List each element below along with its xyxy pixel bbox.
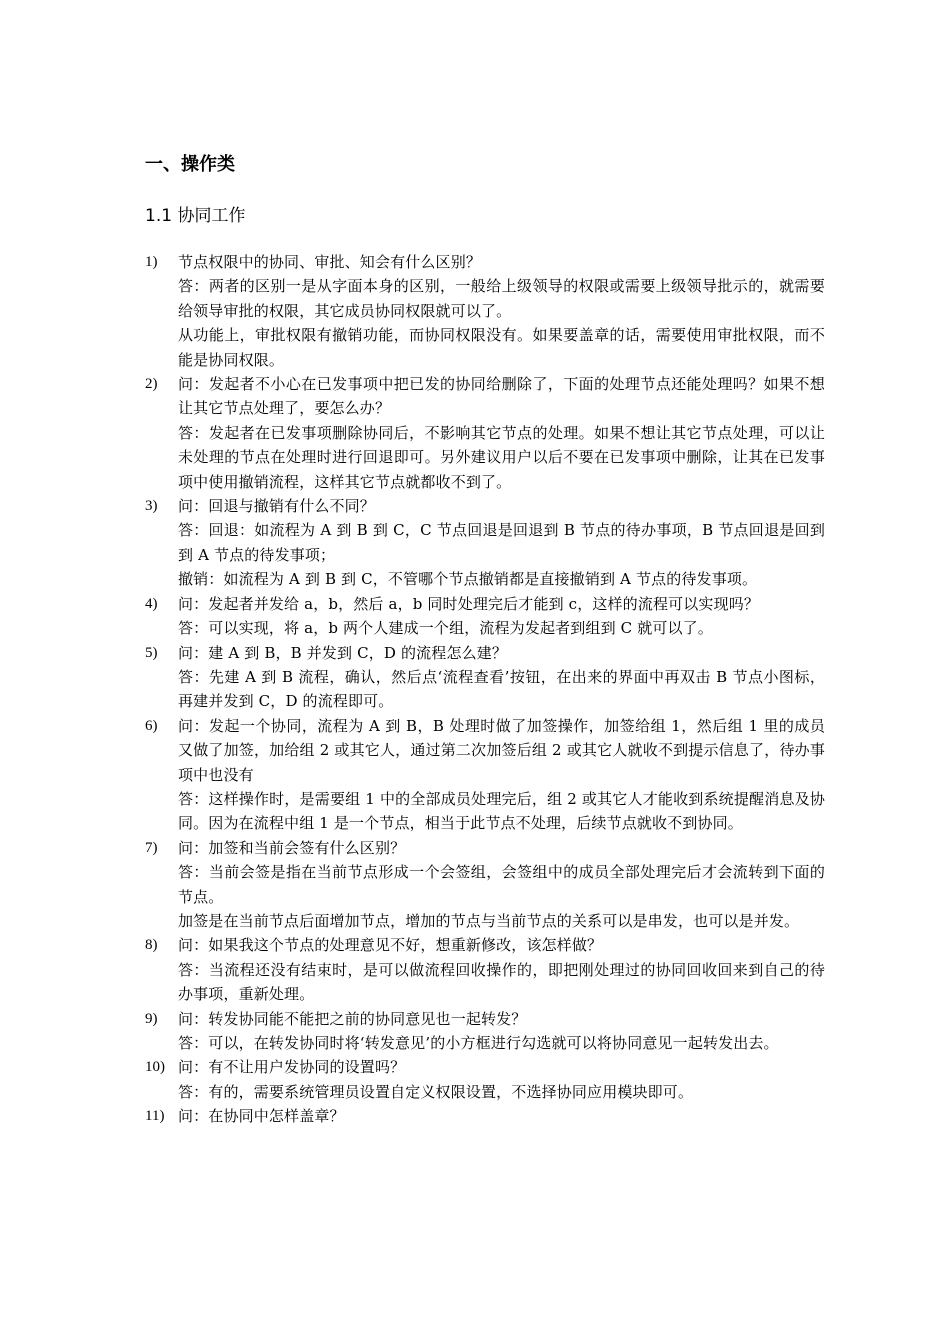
qa-item — [145, 372, 825, 494]
qa-item — [145, 1104, 825, 1128]
qa-question: 问：在协同中怎样盖章？ — [178, 1107, 345, 1126]
qa-item — [145, 641, 825, 714]
qa-answer-paragraph: 答：可以，在转发协同时将‘转发意见’的小方框进行勾选就可以将协同意见一起转发出去。 — [178, 1034, 779, 1052]
qa-question: 问：如果我这个节点的处理意见不好，想重新修改，该怎样做？ — [178, 936, 603, 955]
qa-item-number: 3) — [145, 498, 158, 515]
qa-question: 问：发起者不小心在已发事项中把已发的协同给删除了，下面的处理节点还能处理吗？如果不想让其它节点处理了，要怎么办？ — [178, 375, 825, 418]
qa-item-number: 11) — [145, 1108, 165, 1125]
qa-answer-paragraph: 答：先建 A 到 B 流程，确认，然后点‘流程查看’按钮，在出来的界面中再双击 B 节点小图标，再建并发到 C，D 的流程即可。 — [178, 667, 825, 711]
qa-list — [145, 250, 825, 1129]
qa-answer-paragraph: 答：两者的区别一是从字面本身的区别，一般给上级领导的权限或需要上级领导批示的，就需要给领导审批的权限，其它成员协同权限就可以了。 — [178, 277, 825, 320]
qa-item-number: 5) — [145, 644, 158, 661]
qa-item-number: 6) — [145, 717, 158, 734]
qa-item — [145, 714, 825, 836]
qa-item-number: 10) — [145, 1059, 165, 1076]
qa-item-number: 4) — [145, 595, 158, 612]
qa-question: 问：发起一个协同，流程为 A 到 B，B 处理时做了加签操作，加签给组 1，然后组 1 里的成员又做了加签，加给组 2 或其它人，通过第二次加签后组 2 或其它人就收不到提示信息了，待办事项中也没有 — [178, 716, 825, 784]
qa-item — [145, 836, 825, 934]
qa-item-number: 9) — [145, 1010, 158, 1027]
qa-item — [145, 592, 825, 641]
qa-item-number: 2) — [145, 376, 158, 393]
subsection-heading: 1.1 协同工作 — [145, 206, 246, 226]
qa-item — [145, 250, 825, 372]
qa-item — [145, 1007, 825, 1056]
qa-question: 问：加签和当前会签有什么区别？ — [178, 838, 406, 857]
qa-item — [145, 933, 825, 1006]
qa-answer-paragraph: 答：有的，需要系统管理员设置自定义权限设置，不选择协同应用模块即可。 — [178, 1082, 694, 1101]
qa-answer-paragraph: 答：这样操作时，是需要组 1 中的全部成员处理完后，组 2 或其它人才能收到系统提醒消息及协同。因为在流程中组 1 是一个节点，相当于此节点不处理，后续节点就收不到协同。 — [178, 789, 825, 833]
qa-question: 问：发起者并发给 a，b，然后 a，b 同时处理完后才能到 c，这样的流程可以实现吗？ — [178, 594, 760, 613]
qa-item-number: 1) — [145, 254, 158, 270]
section-heading: 一、操作类 — [145, 154, 235, 175]
qa-item-number: 7) — [145, 839, 158, 856]
qa-answer-paragraph: 加签是在当前节点后面增加节点，增加的节点与当前节点的关系可以是串发，也可以是并发。 — [178, 911, 800, 930]
qa-question: 问：建 A 到 B，B 并发到 C，D 的流程怎么建？ — [178, 643, 508, 662]
qa-answer-paragraph: 答：可以实现，将 a，b 两个人建成一个组，流程为发起者到组到 C 就可以了。 — [178, 619, 713, 638]
qa-question: 问：有不让用户发协同的设置吗？ — [178, 1058, 406, 1077]
qa-answer-paragraph: 答：发起者在已发事项删除协同后，不影响其它节点的处理。如果不想让其它节点处理，可以让未处理的节点在处理时进行回退即可。另外建议用户以后不要在已发事项中删除，让其在已发事项中使用撤销流程，这样其它节点就都收不到了。 — [178, 423, 825, 491]
qa-item — [145, 494, 825, 592]
qa-answer-paragraph: 从功能上，审批权限有撤销功能，而协同权限没有。如果要盖章的话，需要使用审批权限，而不能是协同权限。 — [178, 326, 825, 369]
qa-item-number: 8) — [145, 937, 158, 954]
qa-answer-paragraph: 撤销：如流程为 A 到 B 到 C，不管哪个节点撤销都是直接撤销到 A 节点的待发事项。 — [178, 570, 758, 589]
qa-answer-paragraph: 答：当流程还没有结束时，是可以做流程回收操作的，即把刚处理过的协同回收回来到自己的待办事项，重新处理。 — [178, 960, 825, 1004]
qa-question: 节点权限中的协同、审批、知会有什么区别？ — [178, 253, 482, 271]
qa-question: 问：转发协同能不能把之前的协同意见也一起转发？ — [178, 1009, 527, 1028]
qa-answer-paragraph: 答：回退：如流程为 A 到 B 到 C，C 节点回退是回退到 B 节点的待办事项，B 节点回退是回到到 A 节点的待发事项； — [178, 521, 825, 564]
qa-item — [145, 1055, 825, 1104]
qa-answer-paragraph: 答：当前会签是指在当前节点形成一个会签组，会签组中的成员全部处理完后才会流转到下面的节点。 — [178, 863, 825, 906]
qa-question: 问：回退与撤销有什么不同？ — [178, 497, 375, 516]
